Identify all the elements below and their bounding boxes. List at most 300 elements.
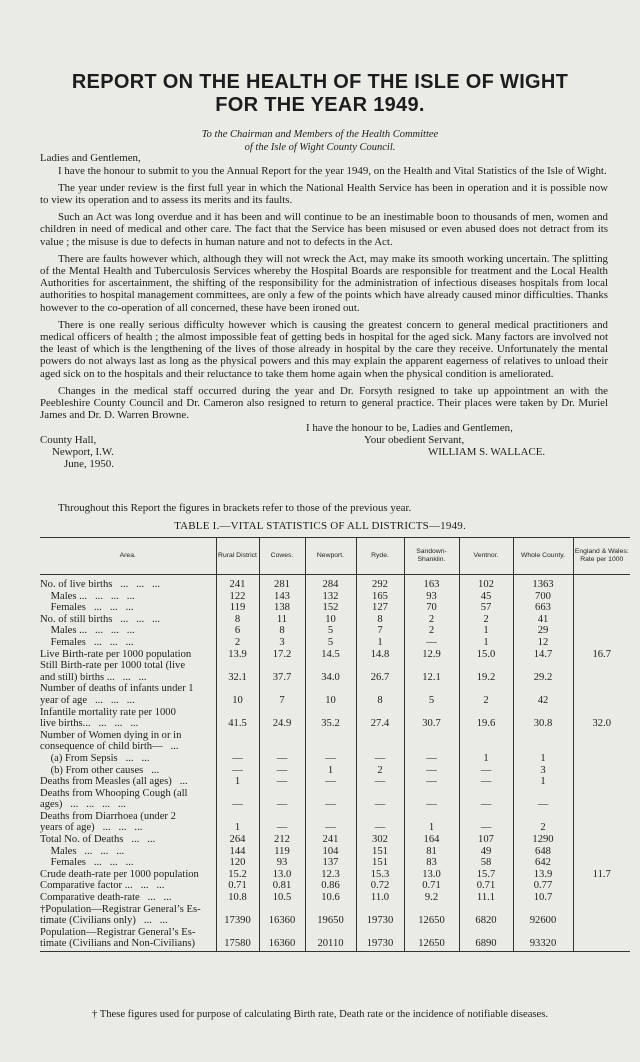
table-cell: 10	[216, 683, 259, 706]
table-title: TABLE I.—VITAL STATISTICS OF ALL DISTRICTS—1949.	[174, 520, 466, 532]
addressee-line-1: To the Chairman and Members of the Health Committee	[201, 129, 439, 140]
table-cell: 17580	[216, 927, 259, 952]
table-row	[40, 880, 630, 892]
table-row	[40, 753, 630, 765]
table-cell: 93	[404, 591, 459, 603]
row-label	[40, 811, 216, 834]
table-cell	[573, 880, 630, 892]
column-header: Newport.	[305, 538, 356, 575]
table-cell: 8	[259, 625, 305, 637]
table-cell: 152	[305, 602, 356, 614]
table-cell: 2	[459, 683, 513, 706]
table-cell: 12.9	[404, 649, 459, 661]
table-row	[40, 904, 630, 927]
table-cell: 0.81	[259, 880, 305, 892]
table-cell: 12650	[404, 927, 459, 952]
table-cell: 20110	[305, 927, 356, 952]
table-cell	[573, 575, 630, 591]
table-cell: 2	[459, 614, 513, 626]
table-cell: —	[404, 637, 459, 649]
table-cell: 302	[356, 834, 404, 846]
row-label-line: Live Birth-rate per 1000 population	[40, 648, 192, 660]
row-label	[40, 575, 216, 591]
column-header: Rural District	[216, 538, 259, 575]
table-cell: 132	[305, 591, 356, 603]
table-cell: 49	[459, 846, 513, 858]
row-label-line: No. of still births ... ... ...	[40, 613, 161, 625]
paragraph: Such an Act was long overdue and it has been and will continue to be an inestimable boon to thousands of men, women and children in need of medical and other care. The fact that the Service has been misused or even abused does not detract from its value ; the misuse is due to defects in human nature and not to defects in the Act.	[40, 211, 608, 248]
table-cell: 102	[459, 575, 513, 591]
table-cell: 7	[259, 683, 305, 706]
table-cell: —	[404, 765, 459, 777]
table-cell: 284	[305, 575, 356, 591]
table-cell: 2	[404, 625, 459, 637]
table-cell: 0.71	[459, 880, 513, 892]
table-cell: 10	[305, 683, 356, 706]
table-cell: 13.0	[259, 869, 305, 881]
table-cell: 5	[305, 625, 356, 637]
report-year-title: FOR THE YEAR 1949.	[215, 94, 425, 116]
table-row	[40, 765, 630, 777]
row-label-line: Males ... ... ...	[40, 845, 125, 857]
table-cell: 83	[404, 857, 459, 869]
table-cell: 151	[356, 846, 404, 858]
row-label-line: Comparative death-rate ... ...	[40, 892, 172, 904]
table-cell: 41.5	[216, 707, 259, 730]
table-row	[40, 707, 630, 730]
table-cell: 663	[513, 602, 573, 614]
row-label-line: Females ... ... ...	[40, 602, 134, 614]
table-cell	[573, 834, 630, 846]
table-cell: 6820	[459, 904, 513, 927]
table-row	[40, 637, 630, 649]
table-cell	[573, 602, 630, 614]
salutation: Ladies and Gentlemen,	[40, 152, 141, 164]
table-row	[40, 811, 630, 834]
row-label	[40, 765, 216, 777]
table-cell: 143	[259, 591, 305, 603]
row-label	[40, 788, 216, 811]
row-label-line: Number of deaths of infants under 1	[40, 683, 194, 695]
table-cell: —	[356, 776, 404, 788]
table-cell: 10.7	[513, 892, 573, 904]
table-cell: 45	[459, 591, 513, 603]
table-cell	[573, 614, 630, 626]
column-header: Ventnor.	[459, 538, 513, 575]
brackets-note: Throughout this Report the figures in brackets refer to those of the previous year.	[58, 502, 412, 514]
table-row	[40, 649, 630, 661]
table-cell: 0.71	[216, 880, 259, 892]
table-cell: 241	[216, 575, 259, 591]
table-cell: 10	[305, 614, 356, 626]
table-cell: 14.8	[356, 649, 404, 661]
table-cell: 32.0	[573, 707, 630, 730]
row-label-line: consequence of child birth— ...	[40, 741, 179, 753]
table-cell: —	[216, 765, 259, 777]
table-cell: 1	[459, 637, 513, 649]
paragraph: Changes in the medical staff occurred during the year and Dr. Forsyth resigned to take up appointment an with the Peebleshire County Council and Dr. Cameron also resigned to return to general practice. Their places were taken by Dr. Muriel James and Dr. D. Warren Browne.	[40, 384, 608, 422]
table-cell: 13.9	[513, 869, 573, 881]
paragraph: I have the honour to submit to you the Annual Report for the year 1949, on the Health and Vital Statistics of the Isle of Wight.	[58, 165, 607, 178]
table-cell: 1	[513, 753, 573, 765]
table-cell: 24.9	[259, 707, 305, 730]
table-cell	[573, 846, 630, 858]
table-cell: 12650	[404, 904, 459, 927]
table-cell: 212	[259, 834, 305, 846]
table-cell: —	[404, 788, 459, 811]
table-cell	[404, 730, 459, 753]
table-cell: 1290	[513, 834, 573, 846]
table-cell: —	[216, 753, 259, 765]
table-cell: —	[259, 765, 305, 777]
row-label	[40, 846, 216, 858]
table-cell: 6	[216, 625, 259, 637]
table-cell: 1	[216, 811, 259, 834]
row-label-line: ages) ... ... ... ...	[40, 799, 126, 811]
table-cell: 42	[513, 683, 573, 706]
table-cell: —	[356, 788, 404, 811]
table-row	[40, 614, 630, 626]
row-label-line: (a) From Sepsis ... ...	[40, 752, 150, 764]
table-cell: 8	[356, 614, 404, 626]
row-label-line: Still Birth-rate per 1000 total (live	[40, 660, 186, 672]
table-cell: 0.72	[356, 880, 404, 892]
row-label-line: Deaths from Diarrhoea (under 2	[40, 810, 176, 822]
table-cell: 17.2	[259, 649, 305, 661]
table-row	[40, 602, 630, 614]
row-label	[40, 591, 216, 603]
table-cell: 700	[513, 591, 573, 603]
table-cell: —	[259, 776, 305, 788]
table-row	[40, 575, 630, 591]
table-cell: 3	[259, 637, 305, 649]
table-cell: 14.5	[305, 649, 356, 661]
row-label-line: Deaths from Measles (all ages) ...	[40, 776, 188, 788]
table-cell: —	[305, 776, 356, 788]
row-label	[40, 660, 216, 683]
row-label-line: Females ... ... ...	[40, 636, 134, 648]
column-header: Area.	[40, 538, 216, 575]
table-cell: 5	[305, 637, 356, 649]
addressee	[0, 128, 640, 154]
table-cell: 17390	[216, 904, 259, 927]
row-label	[40, 753, 216, 765]
table-cell: 12	[513, 637, 573, 649]
address-line-1: County Hall,	[40, 434, 97, 446]
table-cell: 29	[513, 625, 573, 637]
row-label	[40, 637, 216, 649]
table-cell	[573, 776, 630, 788]
table-row	[40, 730, 630, 753]
table-row	[40, 892, 630, 904]
column-header: Sandown-Shanklin.	[404, 538, 459, 575]
table-cell: 7	[356, 625, 404, 637]
table-cell	[573, 811, 630, 834]
table-cell: —	[216, 788, 259, 811]
table-cell: 10.6	[305, 892, 356, 904]
table-cell: 163	[404, 575, 459, 591]
table-cell: 120	[216, 857, 259, 869]
table-cell: 11.0	[356, 892, 404, 904]
table-cell: 8	[216, 614, 259, 626]
table-cell: 14.7	[513, 649, 573, 661]
table-cell: 1363	[513, 575, 573, 591]
table-cell: —	[259, 788, 305, 811]
signatory-name: WILLIAM S. WALLACE.	[428, 446, 546, 458]
row-label-line: †Population—Registrar General’s Es-	[40, 903, 201, 915]
table-row	[40, 857, 630, 869]
table-cell	[513, 730, 573, 753]
table-cell: 0.71	[404, 880, 459, 892]
table-cell: 127	[356, 602, 404, 614]
table-row	[40, 776, 630, 788]
table-cell: 29.2	[513, 660, 573, 683]
table-cell	[459, 730, 513, 753]
row-label-line: timate (Civilians only) ... ...	[40, 915, 168, 927]
row-label	[40, 683, 216, 706]
table-cell: 1	[305, 765, 356, 777]
table-cell: 16360	[259, 904, 305, 927]
row-label-line: timate (Civilians and Non-Civilians)	[40, 938, 196, 950]
row-label	[40, 927, 216, 952]
table-cell: 19730	[356, 927, 404, 952]
table-cell	[573, 591, 630, 603]
row-label	[40, 880, 216, 892]
table-cell: —	[305, 753, 356, 765]
table-cell: 119	[259, 846, 305, 858]
table-cell: 1	[459, 625, 513, 637]
table-cell: 35.2	[305, 707, 356, 730]
table-cell: 16360	[259, 927, 305, 952]
table-cell: 19.6	[459, 707, 513, 730]
row-label-line: live births... ... ... ...	[40, 718, 139, 730]
table-cell: 15.7	[459, 869, 513, 881]
table-row	[40, 869, 630, 881]
table-cell	[305, 730, 356, 753]
table-cell: —	[356, 753, 404, 765]
table-cell: 30.8	[513, 707, 573, 730]
table-cell: 10.5	[259, 892, 305, 904]
table-row	[40, 927, 630, 952]
row-label-line: years of age) ... ... ...	[40, 822, 143, 834]
table-cell: 19650	[305, 904, 356, 927]
table-cell: 26.7	[356, 660, 404, 683]
table-cell: 107	[459, 834, 513, 846]
table-cell: —	[259, 811, 305, 834]
table-cell: 16.7	[573, 649, 630, 661]
paragraph: There is one really serious difficulty however which is causing the greatest concern to general medical practitioners and medical officers of health ; the almost impossible feat of getting beds in hospital for the aged sick. Many factors are involved not the least of which is the lengthening of the lives of those already in hospital by the care they receive. Unfortunately the mental powers do not always last as long as the physical powers and this may explain the apparent eagerness of relatives to unload their aged sick on to the hospitals and their reluctance to take them home again when the physical condition is ameliorated.	[40, 318, 608, 380]
column-header: Whole County.	[513, 538, 573, 575]
table-cell: 1	[459, 753, 513, 765]
table-cell	[573, 625, 630, 637]
table-cell: 41	[513, 614, 573, 626]
row-label	[40, 614, 216, 626]
table-cell: 104	[305, 846, 356, 858]
table-cell: 2	[356, 765, 404, 777]
table-cell: 27.4	[356, 707, 404, 730]
row-label	[40, 730, 216, 753]
table-cell: 57	[459, 602, 513, 614]
table-cell: 8	[356, 683, 404, 706]
table-cell: 1	[404, 811, 459, 834]
table-cell: 0.77	[513, 880, 573, 892]
table-cell: 281	[259, 575, 305, 591]
table-cell	[216, 730, 259, 753]
row-label-line: year of age ... ... ...	[40, 694, 135, 706]
row-label-line: Comparative factor ... ... ...	[40, 880, 165, 892]
table-cell: 1	[356, 637, 404, 649]
table-cell: 32.1	[216, 660, 259, 683]
table-cell	[573, 683, 630, 706]
table-cell: —	[259, 753, 305, 765]
table-row	[40, 683, 630, 706]
row-label-line: No. of live births ... ... ...	[40, 579, 161, 590]
table-cell: 264	[216, 834, 259, 846]
table-header-row	[40, 538, 630, 575]
table-cell: 138	[259, 602, 305, 614]
table-cell	[573, 788, 630, 811]
row-label	[40, 869, 216, 881]
table-cell	[573, 857, 630, 869]
table-cell: 5	[404, 683, 459, 706]
table-cell: 15.0	[459, 649, 513, 661]
table-cell: 1	[513, 776, 573, 788]
table-cell: 92600	[513, 904, 573, 927]
closing-honour: I have the honour to be, Ladies and Gentlemen,	[306, 422, 513, 434]
table-cell: 19.2	[459, 660, 513, 683]
paragraph: There are faults however which, although they will not wreck the Act, may make its smooth working uncertain. The splitting of the Mental Health and Tuberculosis Services whereby the Hospital Boards are responsible for treatment and the Local Health Authorities for ascertainment, the shifting of the responsibility for the administration of infectious diseases hospitals from local authorities to hospital management committees, are only a few of the points which have already caused minor difficulties. Thanks however to the co-operation of all concerned, these have been ironed out.	[40, 252, 608, 314]
row-label	[40, 602, 216, 614]
table-cell: 15.2	[216, 869, 259, 881]
table-cell	[259, 730, 305, 753]
table-cell	[573, 637, 630, 649]
table-row	[40, 846, 630, 858]
table-cell: 37.7	[259, 660, 305, 683]
table-cell: 70	[404, 602, 459, 614]
table-cell: 119	[216, 602, 259, 614]
table-cell: 642	[513, 857, 573, 869]
row-label-line: Males ... ... ... ...	[40, 590, 135, 602]
table-cell: 1	[216, 776, 259, 788]
table-cell: 9.2	[404, 892, 459, 904]
table-cell	[573, 753, 630, 765]
addressee-line-2: of the Isle of Wight County Council.	[244, 142, 396, 153]
column-header: Cowes.	[259, 538, 305, 575]
table-cell: —	[356, 811, 404, 834]
table-cell	[573, 765, 630, 777]
row-label-line: Infantile mortality rate per 1000	[40, 706, 176, 718]
table-cell	[573, 660, 630, 683]
table-row	[40, 625, 630, 637]
table-cell	[573, 892, 630, 904]
table-cell: —	[305, 811, 356, 834]
table-row	[40, 788, 630, 811]
table-cell: —	[305, 788, 356, 811]
table-cell: 2	[216, 637, 259, 649]
row-label	[40, 649, 216, 661]
table-cell: 151	[356, 857, 404, 869]
table-cell: 122	[216, 591, 259, 603]
table-cell: 13.9	[216, 649, 259, 661]
row-label-line: Number of Women dying in or in	[40, 729, 182, 741]
table-cell: 144	[216, 846, 259, 858]
table-cell	[573, 927, 630, 952]
row-label	[40, 857, 216, 869]
table-cell: 34.0	[305, 660, 356, 683]
table-cell: 648	[513, 846, 573, 858]
table-cell: 12.3	[305, 869, 356, 881]
table-cell: —	[513, 788, 573, 811]
table-cell: 81	[404, 846, 459, 858]
column-header: Ryde.	[356, 538, 404, 575]
row-label-line: Population—Registrar General’s Es-	[40, 926, 196, 938]
address-line-2: Newport, I.W.	[52, 446, 114, 458]
report-title: REPORT ON THE HEALTH OF THE ISLE OF WIGHT	[71, 71, 569, 93]
table-cell: 30.7	[404, 707, 459, 730]
paragraph: The year under review is the first full year in which the National Health Service has been in operation and it is possible now to view its operation and to assess its merits and its faults.	[40, 182, 608, 207]
table-row	[40, 834, 630, 846]
table-cell: 11.7	[573, 869, 630, 881]
letter-body	[40, 152, 608, 426]
row-label	[40, 776, 216, 788]
row-label-line: Deaths from Whooping Cough (all	[40, 787, 188, 799]
row-label-line: Total No. of Deaths ... ...	[40, 834, 156, 846]
table-cell: 11	[259, 614, 305, 626]
table-cell: 93320	[513, 927, 573, 952]
table-cell: 2	[404, 614, 459, 626]
closing-servant: Your obedient Servant,	[364, 434, 465, 446]
row-label-line: (b) From other causes ...	[40, 764, 160, 776]
table-cell: 3	[513, 765, 573, 777]
row-label	[40, 707, 216, 730]
table-cell	[573, 730, 630, 753]
table-cell: 93	[259, 857, 305, 869]
footnote: † These figures used for purpose of calculating Birth rate, Death rate or the incidence of notifiable diseases.	[91, 1009, 549, 1020]
table-cell: —	[404, 753, 459, 765]
table-cell: 13.0	[404, 869, 459, 881]
table-cell: 241	[305, 834, 356, 846]
row-label	[40, 904, 216, 927]
table-cell: 164	[404, 834, 459, 846]
table-row	[40, 660, 630, 683]
table-cell	[573, 904, 630, 927]
table-cell: —	[459, 811, 513, 834]
table-cell: 10.8	[216, 892, 259, 904]
table-cell: —	[459, 765, 513, 777]
row-label	[40, 834, 216, 846]
table-cell: —	[459, 788, 513, 811]
row-label-line: Females ... ... ...	[40, 857, 134, 869]
row-label-line: Crude death-rate per 1000 population	[40, 868, 199, 880]
vital-statistics-table	[40, 537, 630, 952]
table-cell: —	[404, 776, 459, 788]
table-cell: 6890	[459, 927, 513, 952]
letter-date: June, 1950.	[64, 458, 114, 470]
table-cell: 11.1	[459, 892, 513, 904]
table-cell: 165	[356, 591, 404, 603]
row-label	[40, 625, 216, 637]
row-label-line: and still) births ... ... ...	[40, 671, 147, 683]
table-cell: 12.1	[404, 660, 459, 683]
table-cell: 137	[305, 857, 356, 869]
table-cell	[356, 730, 404, 753]
table-row	[40, 591, 630, 603]
table-cell: 292	[356, 575, 404, 591]
table-cell: 2	[513, 811, 573, 834]
table-cell: 0.86	[305, 880, 356, 892]
table-cell: 58	[459, 857, 513, 869]
column-header: England & Wales: Rate per 1000	[573, 538, 630, 575]
